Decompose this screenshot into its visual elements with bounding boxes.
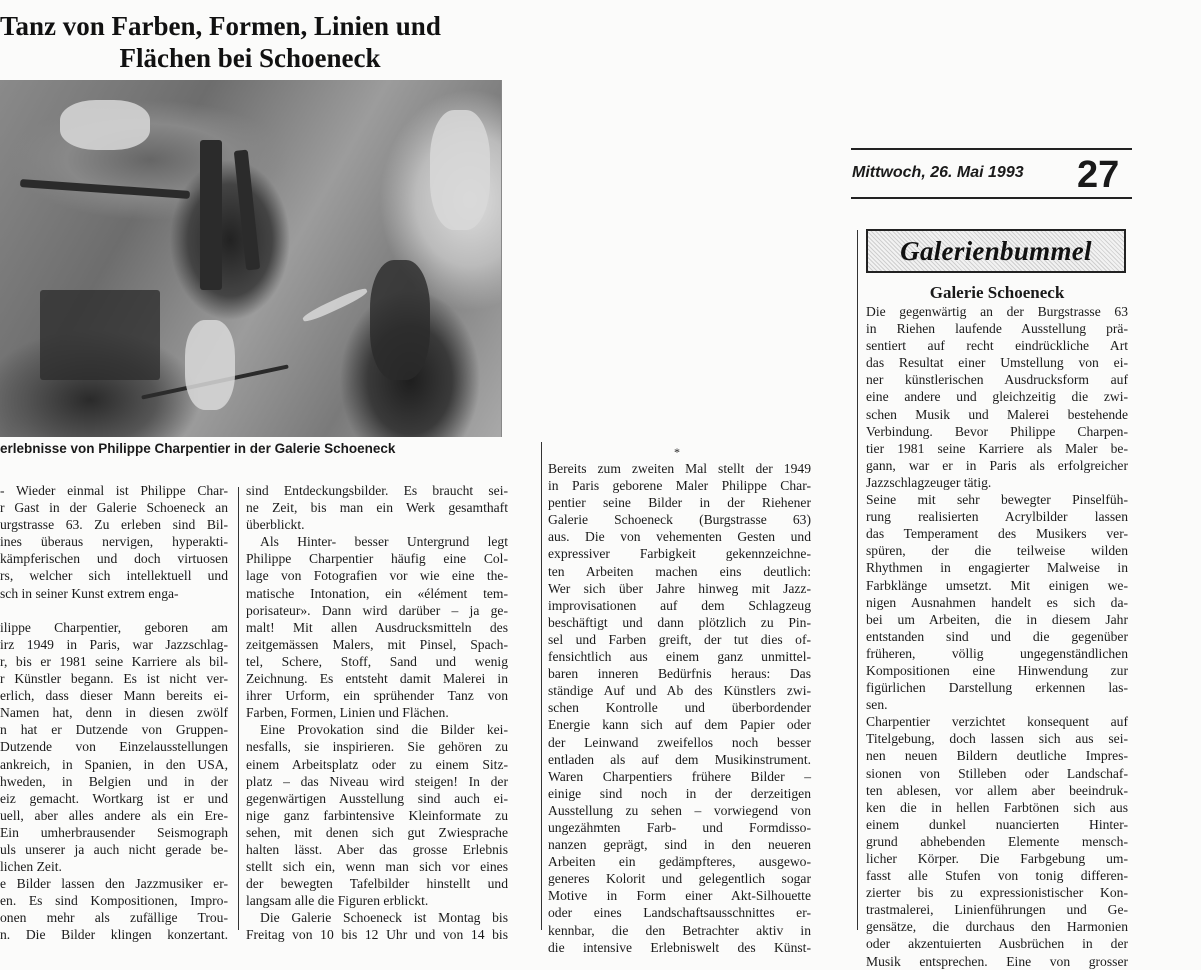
text-line: sind Entdeckungsbilder. Es braucht sei- bbox=[246, 483, 508, 498]
text-line: fasst alle Stufen von tonig differen- bbox=[866, 868, 1128, 884]
text-line: urgstrasse 63. Zu erleben sind Bil- bbox=[0, 517, 228, 533]
text-line: grund abhebenden Elemente mensch- bbox=[866, 833, 1128, 849]
text-line: in Paris geborene Maler Philippe Char- bbox=[548, 478, 811, 494]
text-line: ken die in hellen Farbtönen sich aus bbox=[866, 799, 1128, 815]
text-line: nesfalls, sie inspirieren. Sie gehören zu bbox=[246, 739, 508, 755]
text-line: nen neuen Bildern deutliche Impres- bbox=[866, 748, 1128, 764]
text-line: lage von Fotografien vor wie eine the- bbox=[246, 568, 508, 584]
text-line: spüren, der die teilweise wilden bbox=[866, 543, 1128, 559]
text-line: einem Arbeitsplatz oder zu einem Sitz- bbox=[246, 756, 508, 772]
text-line: Farbklänge umsetzt. Mit einigen we- bbox=[866, 577, 1128, 593]
text-line: e Bilder lassen den Jazzmusiker er- bbox=[0, 876, 228, 892]
text-line: beschäftigt und dann plötzlich zu Pin- bbox=[548, 614, 811, 630]
text-line: nanzen geprägt, sind in den neueren bbox=[548, 837, 811, 853]
text-line: Titelgebung, doch lassen sich aus sei- bbox=[866, 731, 1128, 747]
text-line: ten ablesen, vor allem aber beeindruk- bbox=[866, 782, 1128, 798]
text-line: sionen von Stilleben oder Landschaf- bbox=[866, 765, 1128, 781]
text-line: Namen hat, denn in diesen zwölf bbox=[0, 705, 228, 721]
text-line: baren inneren Bedürfnis heraus: Das bbox=[548, 666, 811, 682]
text-line: improvisationen auf dem Schlagzeug bbox=[548, 597, 811, 613]
text-line: r Gast in der Galerie Schoeneck an bbox=[0, 500, 228, 516]
text-line: hweden, in Belgien und in der bbox=[0, 773, 228, 789]
text-line: der bewegten Tafelbilder hinstellt und bbox=[246, 876, 508, 892]
kicker-label: Galerienbummel bbox=[900, 235, 1092, 266]
text-line: eine andere und gleichzeitig die zwi- bbox=[866, 389, 1128, 405]
text-line: ten Arbeiten machen eins deutlich: bbox=[548, 563, 811, 579]
text-line: Waren Charpentiers frühere Bilder – bbox=[548, 768, 811, 784]
text-line: lichen Zeit. bbox=[0, 859, 62, 875]
painting-photo bbox=[0, 80, 502, 437]
text-line: nige ganz farbintensive Kleinformate zu bbox=[246, 807, 508, 823]
text-line: Motive in Form einer Akt-Silhouette bbox=[548, 888, 811, 904]
text-line: n hat er Dutzende von Gruppen- bbox=[0, 722, 228, 738]
article-subheadline: Galerie Schoeneck bbox=[929, 283, 1065, 302]
text-line: Ausstellung zu sehen – vorwiegend von bbox=[548, 802, 811, 818]
text-line: pentier seine Bilder in der Riehener bbox=[548, 495, 811, 511]
article-column-3 bbox=[548, 460, 811, 956]
text-line: ihrer Urform, ein sprühender Tanz von bbox=[246, 688, 508, 704]
text-line: zeitgemässen Malers, mit Pinsel, Spach- bbox=[246, 636, 508, 652]
text-line: langsam alle die Figuren erblickt. bbox=[246, 893, 429, 909]
text-line: schen Kontrolle und überbordender bbox=[548, 700, 811, 716]
text-line: gegenwärtigen Ausstellung sind auch ei- bbox=[246, 790, 508, 806]
headline-line-1: Tanz von Farben, Formen, Linien und bbox=[0, 11, 441, 41]
text-line: onen mehr als zufällige Trou- bbox=[0, 910, 228, 926]
text-line: tier 1981 seine Karriere als Maler be- bbox=[866, 440, 1128, 456]
text-line: - Wieder einmal ist Philippe Char- bbox=[0, 483, 228, 498]
text-line: Philippe Charpentier häufig eine Col- bbox=[246, 551, 508, 567]
text-line: Eine Provokation sind die Bilder kei- bbox=[260, 722, 508, 738]
text-line: das Resultat einer Umstellung von ei- bbox=[866, 355, 1128, 371]
text-line: expressiver Farbigkeit gekennzeichne- bbox=[548, 546, 811, 562]
text-line: einem dunkel nuancierten Hinter- bbox=[866, 816, 1128, 832]
text-line: oder akzentuierten Ausbrüchen in der bbox=[866, 936, 1128, 952]
text-line: schen Musik und Malerei bestehende bbox=[866, 406, 1128, 422]
section-kicker bbox=[866, 229, 1126, 273]
text-line: in Riehen laufende Ausstellung prä- bbox=[866, 321, 1128, 337]
text-line: sel und Farben greift, der tut dies of- bbox=[548, 631, 811, 647]
column-rule bbox=[857, 230, 858, 930]
article-column-4 bbox=[866, 303, 1128, 970]
text-line: das Temperament des Musikers ver- bbox=[866, 526, 1128, 542]
issue-date: Mittwoch, 26. Mai 1993 bbox=[852, 164, 1024, 181]
masthead-rule-top bbox=[851, 148, 1132, 150]
text-line: Galerie Schoeneck (Burgstrasse 63) bbox=[548, 512, 811, 528]
text-line: einige sind noch in der derzeitigen bbox=[548, 785, 811, 801]
text-line: Kompositionen eine Hinwendung zur bbox=[866, 662, 1128, 678]
text-line: erlich, dass dieser Mann bereits ei- bbox=[0, 688, 228, 704]
column-rule bbox=[238, 487, 239, 930]
text-line: Energie kann sich auf dem Papier oder bbox=[548, 717, 811, 733]
text-line: Dutzende von Einzelausstellungen bbox=[0, 739, 228, 755]
text-line: ines überaus nervigen, hyperakti- bbox=[0, 534, 228, 550]
photo-caption: erlebnisse von Philippe Charpentier in der Galerie Schoeneck bbox=[0, 441, 396, 456]
text-line: Ein umherbrausender Seismograph bbox=[0, 824, 228, 840]
asterisk-mark: * bbox=[674, 445, 680, 459]
text-line: uell, aber alles andere als ein Ere- bbox=[0, 807, 228, 823]
article-column-2 bbox=[246, 482, 508, 944]
text-line: trastmalerei, Linienführungen und Ge- bbox=[866, 902, 1128, 918]
text-line: porisateur». Dann wird darüber – ja ge- bbox=[246, 602, 508, 618]
text-line: bei um Arbeiten, die in diesem Jahr bbox=[866, 611, 1128, 627]
text-line: gann, war er in Paris als erfolgreicher bbox=[866, 457, 1128, 473]
column-rule bbox=[541, 442, 542, 930]
text-line: Wer sich über Jahre hinweg mit Jazz- bbox=[548, 580, 811, 596]
text-line: Rhythmen in engagierter Malweise in bbox=[866, 560, 1128, 576]
text-line: ständige Auf und Ab des Künstlers zwi- bbox=[548, 683, 811, 699]
text-line: halten lässt. Aber das grosse Erlebnis bbox=[246, 841, 508, 857]
text-line: generes Kolorit und gelegentlich sogar bbox=[548, 871, 811, 887]
text-line: sentiert auf recht eindrückliche Art bbox=[866, 338, 1128, 354]
text-line: sen. bbox=[866, 697, 888, 713]
text-line: ne Zeit, bis man ein Werk gesamthaft bbox=[246, 500, 508, 516]
text-line: irz 1949 in Paris, war Jazzschlag- bbox=[0, 636, 228, 652]
text-line: überblickt. bbox=[246, 517, 305, 533]
text-line: gensätze, die durchaus den Harmonien bbox=[866, 919, 1128, 935]
text-line bbox=[0, 602, 228, 619]
text-line: sehen, mit denen sich gut Zwiesprache bbox=[246, 824, 508, 840]
text-line: eiz gemacht. Wortkarg ist er und bbox=[0, 790, 228, 806]
text-line: matische Intonation, ein «élément tem- bbox=[246, 585, 508, 601]
text-line: rung realisierten Acrylbilder lassen bbox=[866, 509, 1128, 525]
text-line: Die Galerie Schoeneck ist Montag bis bbox=[260, 910, 508, 926]
text-line: en. Es sind Kompositionen, Impro- bbox=[0, 893, 228, 909]
text-line: entladen als auf dem Musikinstrument. bbox=[548, 751, 811, 767]
page-number: 27 bbox=[1077, 154, 1120, 196]
text-line: Verbindung. Bevor Philippe Charpen- bbox=[866, 423, 1128, 439]
text-line: n. Die Bilder klingen konzertant. bbox=[0, 927, 228, 943]
text-line: oder eines Landschaftsausschnittes er- bbox=[548, 905, 811, 921]
text-line: Charpentier verzichtet konsequent auf bbox=[866, 714, 1128, 730]
text-line: nigen Ausnahmen handelt es sich da- bbox=[866, 594, 1128, 610]
article-column-1 bbox=[0, 482, 228, 944]
text-line: ankreich, in Spanien, in den USA, bbox=[0, 756, 228, 772]
text-line: stellt sich ein, wenn man sich vor eines bbox=[246, 859, 508, 875]
text-line: uls unserer ja auch nicht gerade be- bbox=[0, 841, 228, 857]
text-line: kämpferischen und doch virtuosen bbox=[0, 551, 228, 567]
text-line: r, bis er 1981 seine Karriere als bil- bbox=[0, 653, 228, 669]
text-line: fensichtlich aus einem ganz unmittel- bbox=[548, 649, 811, 665]
text-line: figürlichen Darstellung erkennen las- bbox=[866, 680, 1128, 696]
text-line: aus. Die von vehementen Gesten und bbox=[548, 529, 811, 545]
text-line: die intensive Erlebniswelt des Künst- bbox=[548, 939, 811, 955]
headline-line-2: Flächen bei Schoeneck bbox=[119, 43, 381, 73]
text-line: Farben, Formen, Linien und Flächen. bbox=[246, 705, 449, 721]
article-headline bbox=[0, 10, 500, 74]
text-line: Bereits zum zweiten Mal stellt der 1949 bbox=[548, 461, 811, 476]
text-line: rs, welcher sich intellektuell und bbox=[0, 568, 228, 584]
text-line: Musik entsprechen. Eine von grosser bbox=[866, 953, 1128, 969]
text-line: malt! Mit allen Ausdrucksmitteln des bbox=[246, 619, 508, 635]
text-line: Freitag von 10 bis 12 Uhr und von 14 bis bbox=[246, 927, 508, 943]
text-line: Zeichnung. Es entsteht damit Malerei in bbox=[246, 671, 508, 687]
text-line: früheren, völlig ungegenständlichen bbox=[866, 645, 1128, 661]
text-line: licher Körper. Die Farbgebung um- bbox=[866, 851, 1128, 866]
masthead-rule-bottom bbox=[851, 197, 1132, 199]
text-line: Als Hinter- besser Untergrund legt bbox=[260, 534, 508, 550]
text-line: Jazzschlagzeuger tätig. bbox=[866, 474, 992, 490]
text-line: zierter bis zu expressionistischer Kon- bbox=[866, 885, 1128, 901]
text-line: entstanden sind und die gegenüber bbox=[866, 628, 1128, 644]
text-line: ner künstlerischen Ausdrucksform auf bbox=[866, 372, 1128, 388]
text-line: Seine mit sehr bewegter Pinselfüh- bbox=[866, 492, 1128, 508]
text-line: platz – das Niveau wird steigen! In der bbox=[246, 773, 508, 789]
text-line: tel, Schere, Stoff, Sand und wenig bbox=[246, 653, 508, 669]
text-line: r Künstler begann. Es ist nicht ver- bbox=[0, 671, 228, 687]
text-line: Arbeiten ein gedämpfteres, ausgewo- bbox=[548, 854, 811, 870]
text-line: der Leinwand zweifellos noch besser bbox=[548, 734, 811, 750]
text-line: Die gegenwärtig an der Burgstrasse 63 bbox=[866, 304, 1128, 319]
text-line: ilippe Charpentier, geboren am bbox=[0, 619, 228, 635]
text-line: ungezähmten Farb- und Formdisso- bbox=[548, 819, 811, 835]
text-line: kennbar, die den Betrachter aktiv in bbox=[548, 922, 811, 938]
text-line: sch in seiner Kunst extrem enga- bbox=[0, 585, 179, 601]
